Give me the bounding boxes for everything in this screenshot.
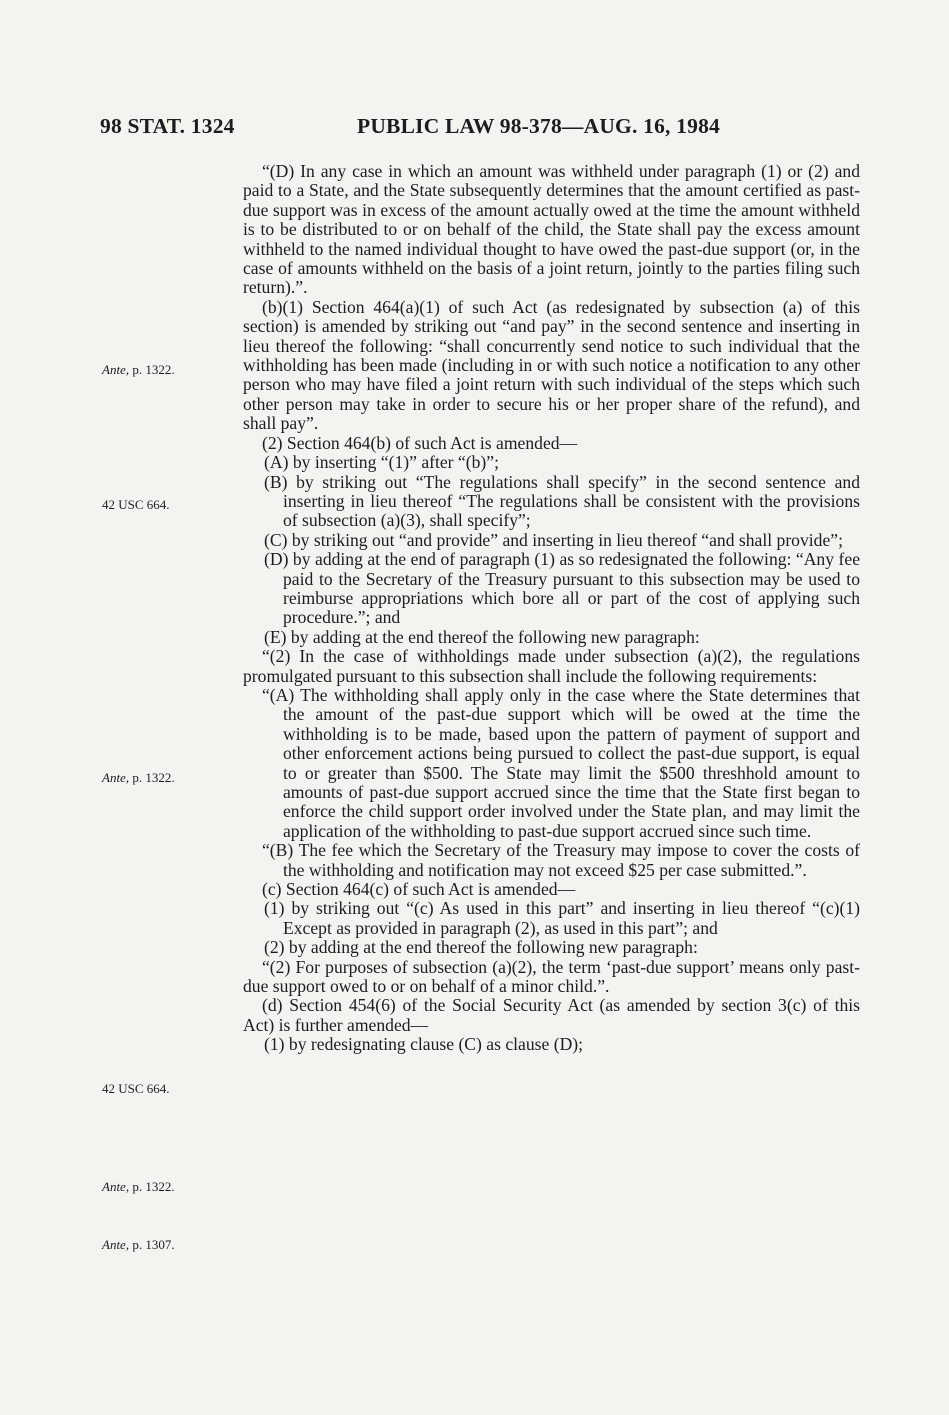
paragraph: (1) by redesignating clause (C) as clause (D);: [264, 1034, 584, 1055]
margin-note: Ante, p. 1307.: [102, 1237, 175, 1252]
paragraph: (d) Section 454(6) of the Social Security Act (as amended by section 3(c) of this Act) is further amended—: [243, 995, 860, 1035]
paragraph: (C) by striking out “and provide” and inserting in lieu thereof “and shall provide”;: [264, 529, 843, 550]
paragraph: (D) by adding at the end of paragraph (1) as so redesignated the following: “Any fee paid to the Secretary of the Treasury pursuant to this subsection may be used to reimburse appropriations which bore all or part of the cost of applying such procedure.”; and: [264, 549, 860, 628]
paragraph: (2) by adding at the end thereof the following new paragraph:: [264, 937, 698, 958]
paragraph: “(A) The withholding shall apply only in the case where the State determines that the amount of the past-due support which will be owed at the time the withholding is to be made, based upon the pattern of payment of support and other enforcement actions being pursued to collect the past-due support, is equal to or greater than $500. The State may limit the $500 threshhold amount to amounts of past-due support accrued since the time that the State first began to enforce the child support order involved under the State plan, and may limit the application of the withholding to past-due support accrued since such time.: [262, 684, 860, 841]
margin-note: 42 USC 664.: [102, 497, 170, 512]
margin-note: Ante, p. 1322.: [102, 1179, 175, 1194]
statute-body: [243, 162, 860, 1055]
paragraph: “(B) The fee which the Secretary of the Treasury may impose to cover the costs of the withholding and notification may not exceed $25 per case submitted.”.: [262, 840, 860, 880]
paragraph: “(D) In any case in which an amount was withheld under paragraph (1) or (2) and paid to a State, and the State subsequently determines that the amount certified as past-due support was in excess of the amount actually owed at the time the amount withheld is to be distributed to or on behalf of the child, the State shall pay the excess amount withheld to the named individual thought to have owed the past-due support (or, in the case of amounts withheld on the basis of a joint return, jointly to the parties filing such return).”.: [243, 161, 860, 298]
paragraph: (c) Section 464(c) of such Act is amended—: [262, 879, 576, 900]
law-title: PUBLIC LAW 98-378—AUG. 16, 1984: [357, 114, 720, 138]
paragraph: (E) by adding at the end thereof the following new paragraph:: [264, 626, 700, 647]
margin-note: Ante, p. 1322.: [102, 770, 175, 785]
paragraph: “(2) For purposes of subsection (a)(2), the term ‘past-due support’ means only past-due support owed to or on behalf of a minor child.”.: [243, 956, 860, 997]
page-number: 98 STAT. 1324: [100, 114, 235, 138]
paragraph: (2) Section 464(b) of such Act is amended—: [262, 432, 578, 453]
paragraph: (1) by striking out “(c) As used in this part” and inserting in lieu thereof “(c)(1) Except as provided in paragraph (2), as used in this part”; and: [264, 898, 860, 938]
paragraph: (b)(1) Section 464(a)(1) of such Act (as redesignated by subsection (a) of this section) is amended by striking out “and pay” in the second sentence and inserting in lieu thereof the following: “shall concurrently send notice to such individual that the withholding has been made (including in or with such notice a notification to any other person who may have filed a joint return with such individual of the steps which such other person may take in order to secure his or her proper share of the refund), and shall pay”.: [243, 296, 860, 434]
paragraph: “(2) In the case of withholdings made under subsection (a)(2), the regulations promulgated pursuant to this subsection shall include the following requirements:: [243, 646, 860, 686]
margin-note: 42 USC 664.: [102, 1081, 170, 1096]
paragraph: (B) by striking out “The regulations shall specify” in the second sentence and inserting in lieu thereof “The regulations shall be consistent with the provisions of subsection (a)(3), shall specify”;: [264, 471, 860, 531]
paragraph: (A) by inserting “(1)” after “(b)”;: [264, 452, 499, 473]
margin-note: Ante, p. 1322.: [102, 362, 175, 377]
